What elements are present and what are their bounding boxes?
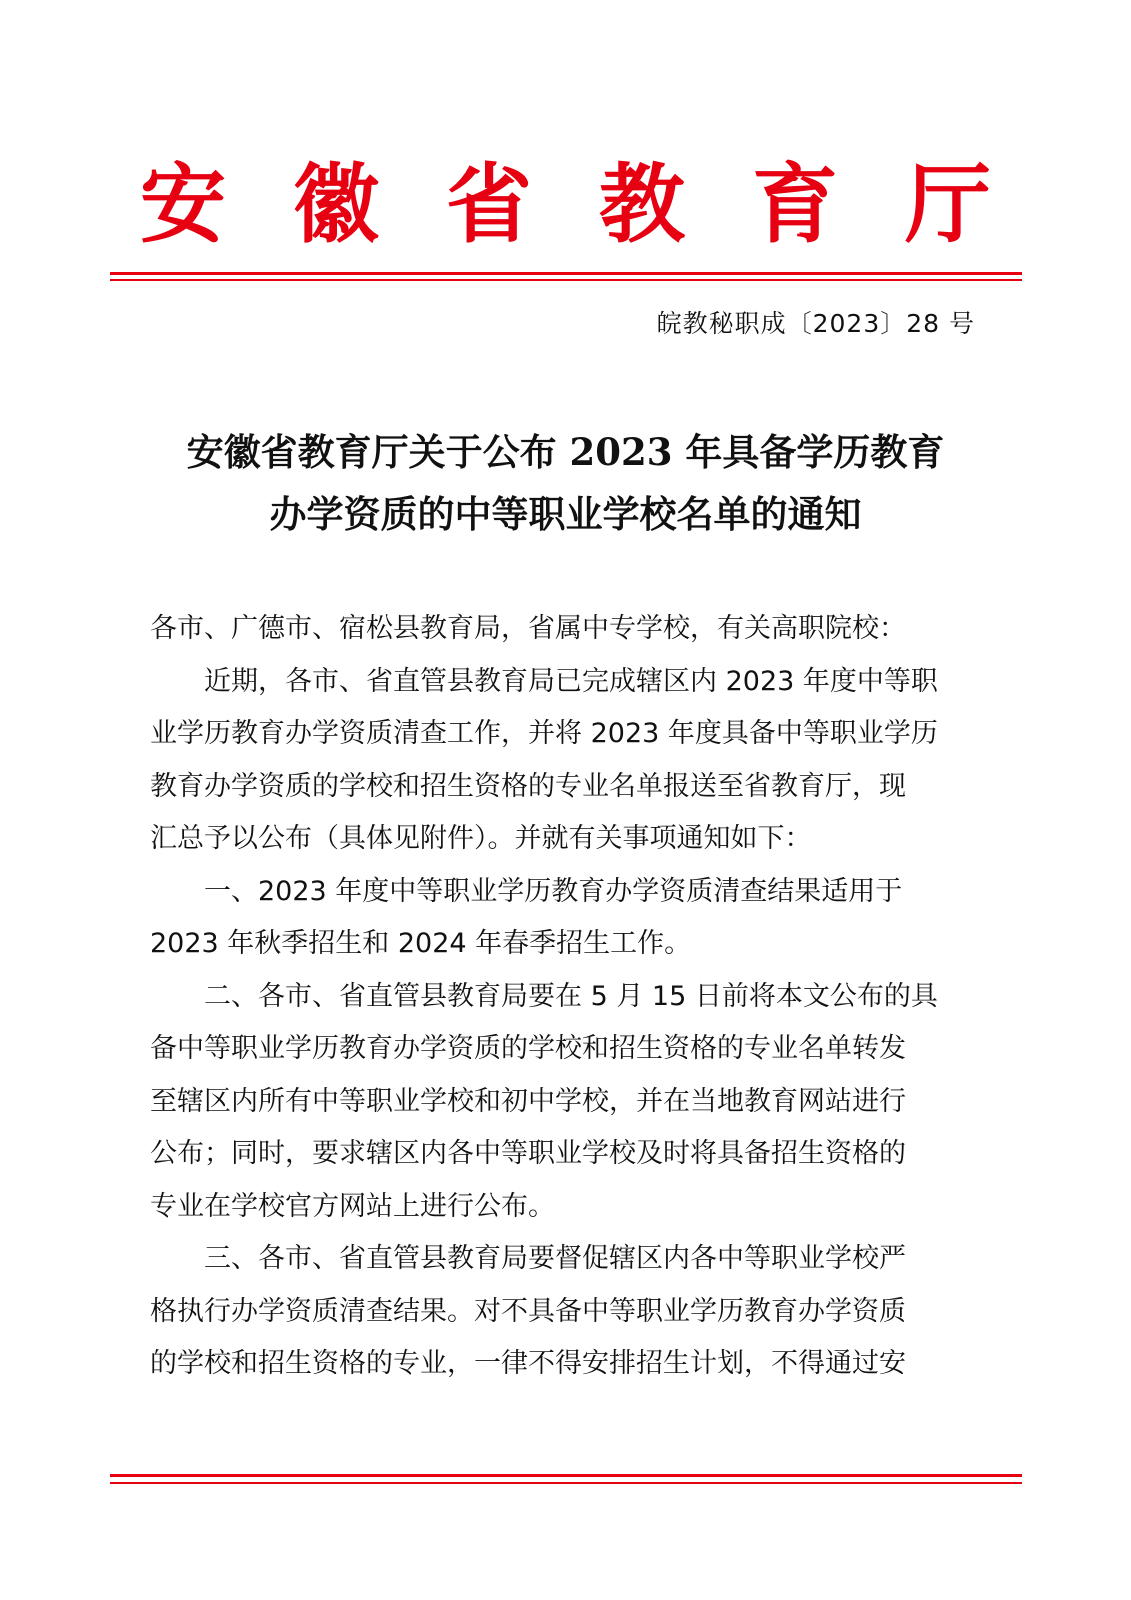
body-line: 二、各市、省直管县教育局要在 5 月 15 日前将本文公布的具 [204,980,938,1012]
body-line: 教育办学资质的学校和招生资格的专业名单报送至省教育厅，现 [150,770,906,802]
masthead-rule-thick [110,272,1022,275]
document-body [150,603,990,1391]
document-number: 皖教秘职成〔2023〕28 号 [656,309,975,338]
body-line: 汇总予以公布（具体见附件）。并就有关事项通知如下： [150,823,812,854]
footer-rule-thin [110,1482,1022,1484]
title-line-1: 安徽省教育厅关于公布 2023 年具备学历教育 [186,430,945,474]
body-line: 近期，各市、省直管县教育局已完成辖区内 2023 年度中等职 [204,665,938,697]
title-line-2: 办学资质的中等职业学校名单的通知 [269,492,862,536]
body-line: 2023 年秋季招生和 2024 年春季招生工作。 [150,928,692,959]
body-line: 至辖区内所有中等职业学校和初中学校，并在当地教育网站进行 [150,1085,906,1117]
masthead-char: 教 [599,154,685,255]
body-line: 格执行办学资质清查结果。对不具备中等职业学历教育办学资质 [150,1295,906,1327]
masthead-char: 安 [140,154,226,255]
masthead-title [140,150,991,260]
masthead-char: 厅 [905,154,991,255]
body-line-salutation: 各市、广德市、宿松县教育局，省属中专学校，有关高职院校： [150,613,906,644]
body-line: 专业在学校官方网站上进行公布。 [150,1190,555,1222]
body-line: 三、各市、省直管县教育局要督促辖区内各中等职业学校严 [204,1243,906,1274]
masthead-char: 徽 [293,154,379,255]
document-title [140,421,991,545]
body-line: 公布；同时，要求辖区内各中等职业学校及时将具备招生资格的 [150,1138,906,1169]
body-line: 业学历教育办学资质清查工作，并将 2023 年度具备中等职业学历 [150,718,938,749]
masthead-char: 育 [752,154,838,255]
body-line: 一、2023 年度中等职业学历教育办学资质清查结果适用于 [204,875,903,907]
body-line: 备中等职业学历教育办学资质的学校和招生资格的专业名单转发 [150,1033,906,1064]
masthead-rule-thin [110,279,1022,281]
body-line: 的学校和招生资格的专业，一律不得安排招生计划，不得通过安 [150,1348,906,1379]
footer-rule-thick [110,1474,1022,1477]
masthead-char: 省 [446,154,532,255]
